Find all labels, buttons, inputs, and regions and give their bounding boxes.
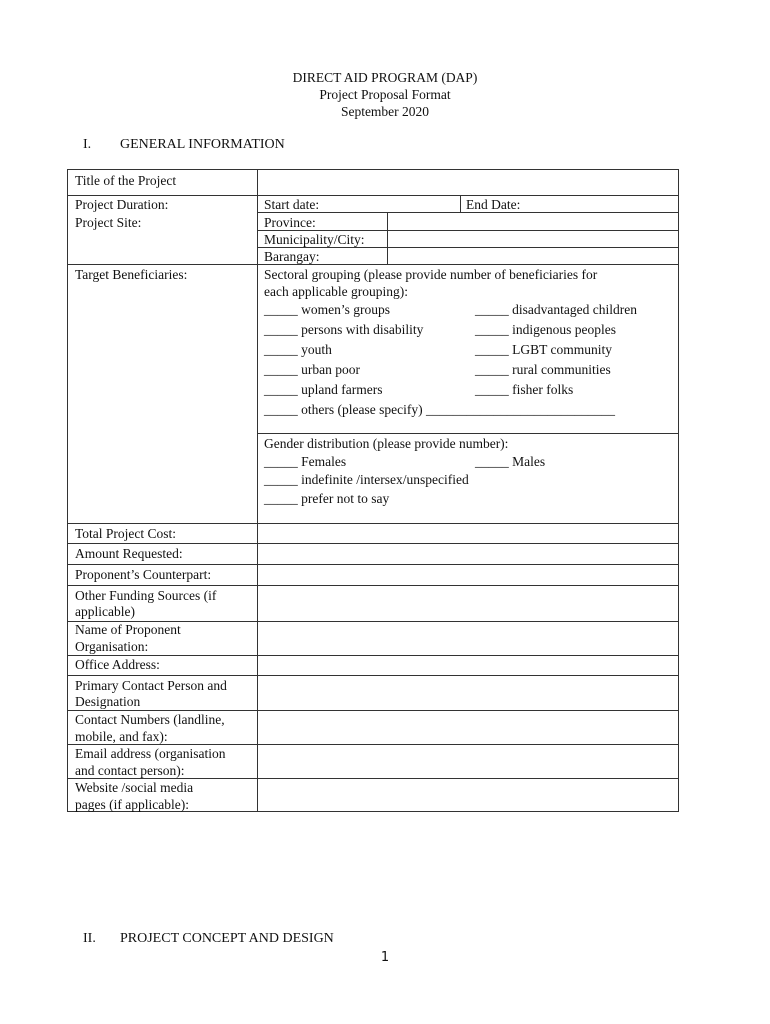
page-number: 1 <box>380 950 390 965</box>
project-site-label: Project Site: <box>75 215 142 230</box>
sectoral-instructions-cont: each applicable grouping): <box>264 284 408 299</box>
gender-females[interactable]: _____ Females <box>264 454 347 469</box>
group-others[interactable]: _____ others (please specify) ____________________________ <box>264 402 615 417</box>
section-number: II. <box>83 931 96 946</box>
sectoral-instructions: Sectoral grouping (please provide number of beneficiaries for <box>264 267 598 282</box>
group-youth[interactable]: _____ youth <box>264 342 332 357</box>
proponent-name-label: Name of Proponent <box>75 622 181 637</box>
municipality-label: Municipality/City: <box>264 232 365 247</box>
gender-distribution-heading: Gender distribution (please provide number): <box>264 436 509 451</box>
group-disadvantaged-children[interactable]: _____ disadvantaged children <box>475 302 637 317</box>
contact-person-field[interactable] <box>258 676 678 710</box>
website-label-cont: pages (if applicable): <box>75 797 189 812</box>
title-of-project-field[interactable] <box>258 170 678 195</box>
general-information-table <box>67 169 679 812</box>
contact-numbers-label-cont: mobile, and fax): <box>75 729 168 744</box>
group-rural-communities[interactable]: _____ rural communities <box>475 362 611 377</box>
email-address-label-cont: and contact person): <box>75 763 185 778</box>
contact-numbers-field[interactable] <box>258 711 678 744</box>
contact-numbers-label: Contact Numbers (landline, <box>75 712 225 727</box>
end-date-field[interactable]: End Date: <box>466 197 521 212</box>
other-funding-label: Other Funding Sources (if <box>75 588 217 603</box>
gender-prefer-not-to-say[interactable]: _____ prefer not to say <box>264 491 390 506</box>
total-project-cost-field[interactable] <box>258 524 678 543</box>
total-project-cost-label: Total Project Cost: <box>75 526 177 541</box>
proponent-name-label-cont: Organisation: <box>75 639 149 654</box>
office-address-label: Office Address: <box>75 657 160 672</box>
group-womens-groups[interactable]: _____ women’s groups <box>264 302 390 317</box>
section-label: GENERAL INFORMATION <box>120 137 285 152</box>
barangay-label: Barangay: <box>264 249 320 264</box>
section-label: PROJECT CONCEPT AND DESIGN <box>120 931 334 946</box>
proponent-name-field[interactable] <box>258 622 678 655</box>
document-title: DIRECT AID PROGRAM (DAP) <box>292 70 478 85</box>
gender-indefinite[interactable]: _____ indefinite /intersex/unspecified <box>264 472 469 487</box>
group-persons-with-disability[interactable]: _____ persons with disability <box>264 322 424 337</box>
other-funding-label-cont: applicable) <box>75 604 135 619</box>
municipality-field[interactable] <box>388 230 678 247</box>
group-upland-farmers[interactable]: _____ upland farmers <box>264 382 383 397</box>
amount-requested-label: Amount Requested: <box>75 546 183 561</box>
section-number: I. <box>83 137 92 152</box>
start-date-field[interactable]: Start date: <box>264 197 320 212</box>
contact-person-label-cont: Designation <box>75 694 141 709</box>
email-address-field[interactable] <box>258 745 678 778</box>
office-address-field[interactable] <box>258 656 678 675</box>
proponent-counterpart-field[interactable] <box>258 565 678 585</box>
website-field[interactable] <box>258 779 678 811</box>
group-fisher-folks[interactable]: _____ fisher folks <box>475 382 574 397</box>
contact-person-label: Primary Contact Person and <box>75 678 227 693</box>
title-of-project-label: Title of the Project <box>75 173 177 188</box>
province-field[interactable] <box>388 212 678 230</box>
group-lgbt-community[interactable]: _____ LGBT community <box>475 342 612 357</box>
project-duration-label: Project Duration: <box>75 197 169 212</box>
website-label: Website /social media <box>75 780 194 795</box>
barangay-field[interactable] <box>388 247 678 264</box>
amount-requested-field[interactable] <box>258 544 678 564</box>
target-beneficiaries-label: Target Beneficiaries: <box>75 267 188 282</box>
other-funding-field[interactable] <box>258 586 678 621</box>
document-subtitle: Project Proposal Format <box>319 87 451 102</box>
document-date: September 2020 <box>340 104 430 119</box>
province-label: Province: <box>264 215 316 230</box>
email-address-label: Email address (organisation <box>75 746 226 761</box>
group-urban-poor[interactable]: _____ urban poor <box>264 362 360 377</box>
gender-males[interactable]: _____ Males <box>475 454 546 469</box>
proponent-counterpart-label: Proponent’s Counterpart: <box>75 567 212 582</box>
group-indigenous-peoples[interactable]: _____ indigenous peoples <box>475 322 616 337</box>
